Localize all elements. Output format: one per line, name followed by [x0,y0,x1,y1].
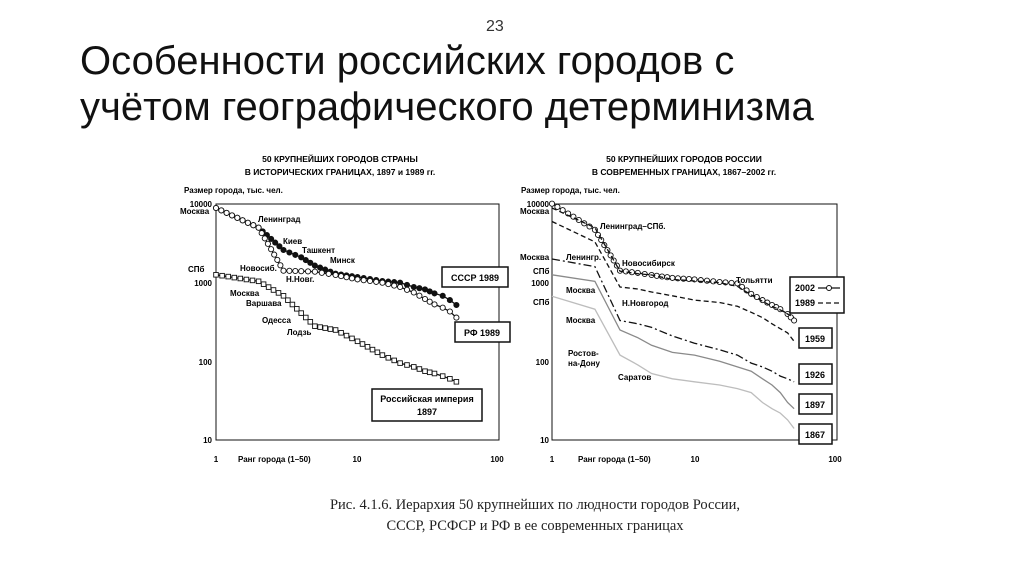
chart-0-series-2-point [256,279,261,284]
left-ann-varshava: Варшава [246,299,282,308]
legend-1897 [799,394,832,414]
chart-0-series-1-point [251,223,256,228]
left-ann-nnovg: Н.Новг. [286,275,315,284]
chart-0-series-1-point [374,279,379,284]
chart-left-ytick-10: 10 [203,436,212,445]
legend-rf-1989-label: РФ 1989 [463,328,501,338]
chart-left [180,153,510,464]
chart-0-series-0-point [440,293,445,298]
chart-0-series-2-point [412,365,417,370]
chart-0-series-0-point [447,298,452,303]
legend-2002-label: 2002 [795,283,816,293]
chart-0-series-2-point [380,353,385,358]
chart-0-series-2-point [226,274,231,279]
right-ann-nnovgorod: Н.Новгород [622,299,669,308]
chart-0-series-1-point [333,272,338,277]
chart-0-series-2-point [360,342,365,347]
chart-0-series-1-point [269,247,274,252]
chart-1-series-0-point [623,269,628,274]
right-ann-rostov-2: на-Дону [568,359,600,368]
chart-0-series-2-point [323,326,328,331]
chart-right-xtick-10: 10 [690,455,700,464]
chart-0-series-2-point [405,363,410,368]
right-ann-moskva-3: Москва [566,286,596,295]
chart-0-series-2-point [271,288,276,293]
chart-0-series-1-point [386,282,391,287]
right-ann-rostov-1: Ростов- [568,349,599,358]
chart-0-series-1-point [392,283,397,288]
chart-0-series-2-point [417,367,422,372]
chart-0-series-2-point [295,307,300,312]
legend-1926 [799,364,832,384]
chart-0-series-1-point [235,215,240,220]
chart-0-series-1-point [287,268,292,273]
chart-0-series-1-point [219,208,224,213]
chart-0-series-2-point [386,356,391,361]
chart-0-series-0-point [318,265,323,270]
chart-right-series [549,201,796,428]
chart-right-ylabel: Размер города, тыс. чел. [521,186,620,195]
chart-0-series-2-point [244,277,249,282]
chart-1-series-0-point [555,204,560,209]
chart-0-series-1-point [213,205,218,210]
chart-left-title-1: 50 КРУПНЕЙШИХ ГОРОДОВ СТРАНЫ [262,154,418,164]
chart-0-series-1-point [229,213,234,218]
legend-1926-label: 1926 [804,370,826,380]
chart-left-ytick-100: 100 [198,358,212,367]
chart-0-series-1-point [440,305,445,310]
chart-0-series-2-point [214,273,219,278]
chart-0-series-2-point [220,273,225,278]
right-ann-tolyatti: Тольятти [736,276,773,285]
chart-left-xtick-10: 10 [352,455,362,464]
chart-0-series-2-point [261,282,266,287]
chart-left-ylabel: Размер города, тыс. чел. [184,186,283,195]
legend-1897-label: 1897 [804,400,826,410]
chart-0-series-1-point [380,280,385,285]
chart-left-xlabel: Ранг города (1–50) [238,455,311,464]
chart-0-series-0-point [281,247,286,252]
chart-0-series-1-point [240,218,245,223]
right-ann-leningrad-spb: Ленинград–СПб. [600,222,666,231]
chart-0-series-1-point [319,270,324,275]
chart-0-series-1-point [417,293,422,298]
chart-0-series-2-point [423,369,428,374]
chart-0-series-2-point [427,370,432,375]
caption-line-1: Рис. 4.1.6. Иерархия 50 крупнейших по людности городов России, [329,497,741,513]
chart-0-series-2-point [339,331,344,336]
chart-0-series-2-point [318,325,323,330]
chart-0-series-0-point [417,286,422,291]
left-ann-lodz: Лодзь [287,328,312,337]
legend-2002-1989 [790,277,844,313]
left-ann-leningrad: Ленинград [258,215,301,224]
chart-0-series-1-point [344,275,349,280]
chart-0-series-1-point [427,299,432,304]
left-ann-odessa: Одесса [262,316,291,325]
chart-left-xtick-1: 1 [213,455,219,464]
chart-0-series-1-point [349,276,354,281]
chart-right-xtick-100: 100 [828,455,842,464]
chart-0-series-1-point [312,269,317,274]
chart-0-series-1-point [278,263,283,268]
figure-caption [275,495,795,537]
chart-0-series-1-point [281,268,286,273]
chart-0-series-2-point [299,311,304,316]
chart-0-series-1-point [404,287,409,292]
chart-0-series-2-point [232,275,237,280]
chart-0-series-2-point [432,371,437,376]
chart-right-ytick-10000: 10000 [526,200,549,209]
chart-0-series-0-point [293,252,298,257]
chart-right-xlabel: Ранг города (1–50) [578,455,651,464]
chart-0-series-2-point [454,380,459,385]
chart-left-xtick-100: 100 [490,455,504,464]
chart-0-series-2-point [304,315,309,320]
right-ann-novosibirsk: Новосибирск [622,259,675,268]
chart-0-series-0-point [432,291,437,296]
legend-rf-1989 [455,322,510,342]
right-ann-leningr: Ленингр. [566,253,602,262]
right-ann-spb-2: СПб [533,298,550,307]
chart-0-series-2-point [266,285,271,290]
legend-empire-year: 1897 [416,407,438,417]
left-ann-minsk: Минск [330,256,355,265]
chart-0-series-0-point [312,263,317,268]
right-ann-moskva-4: Москва [566,316,596,325]
chart-0-series-2-point [281,294,286,299]
chart-0-series-2-point [328,327,333,332]
chart-0-series-2-point [398,361,403,366]
chart-0-series-1-point [411,290,416,295]
chart-0-series-1-point [339,274,344,279]
chart-right-xtick-1: 1 [549,455,555,464]
chart-0-series-0-point [404,282,409,287]
chart-0-series-0-point [287,250,292,255]
chart-0-series-2-point [370,347,375,352]
left-ann-moskva-1897: Москва [230,289,260,298]
page-number: 23 [486,18,504,35]
chart-0-series-1-point [259,231,264,236]
chart-0-series-2-point [238,276,243,281]
chart-0-series-1-point [447,309,452,314]
chart-left-ytick-1000: 1000 [194,279,212,288]
chart-0-series-1-point [355,277,360,282]
legend-1867 [799,424,832,444]
chart-0-series-2-point [448,377,453,382]
chart-0-series-1-point [256,225,261,230]
chart-0-series-1-point [299,269,304,274]
legend-sssr-1989-label: СССР 1989 [450,273,500,283]
right-ann-saratov: Саратов [618,373,652,382]
legend-1959-label: 1959 [804,334,826,344]
legend-sssr-1989 [442,267,508,287]
chart-right-ytick-1000: 1000 [531,279,549,288]
legend-empire-1897 [372,389,482,421]
chart-0-series-1-point [293,268,298,273]
chart-0-series-2-point [276,291,281,296]
left-ann-spb: СПб [188,265,205,274]
legend-1959 [799,328,832,348]
chart-0-series-2-point [308,320,313,325]
chart-0-series-2-point [286,298,291,303]
chart-0-series-2-point [313,324,318,329]
chart-0-series-2-point [365,345,370,350]
chart-0-series-1-point [265,241,270,246]
chart-0-series-0-point [454,302,459,307]
chart-0-series-2-point [440,374,445,379]
right-ann-moskva: Москва [520,207,550,216]
chart-0-series-1-point [367,278,372,283]
chart-1-series-0-point [792,318,797,323]
chart-0-series-1-point [245,220,250,225]
chart-0-series-2-point [250,278,255,283]
chart-0-series-2-point [350,336,355,341]
left-ann-novosib: Новосиб. [240,264,277,273]
chart-0-series-1-point [326,271,331,276]
right-ann-spb: СПб [533,267,550,276]
chart-0-series-0-point [411,284,416,289]
chart-0-series-1-point [275,257,280,262]
left-ann-tashkent: Ташкент [302,246,336,255]
chart-0-series-1-point [305,269,310,274]
legend-1989-label: 1989 [795,298,816,308]
chart-0-series-1-point [454,315,459,320]
chart-right [520,153,844,464]
chart-0-series-1-point [398,284,403,289]
chart-0-series-1-point [361,278,366,283]
chart-0-series-1-point [432,302,437,307]
chart-0-series-2-point [355,339,360,344]
title-line-1: Особенности российских городов с [80,39,735,83]
right-ann-moskva-2: Москва [520,253,550,262]
chart-0-series-2-point [375,350,380,355]
chart-0-series-2-point [333,328,338,333]
legend-1867-label: 1867 [804,430,826,440]
legend-empire-label: Российская империя [380,394,474,404]
chart-1-series-0-point [711,279,716,284]
left-ann-kiev: Киев [283,237,303,246]
left-ann-moskva: Москва [180,207,210,216]
chart-0-series-2-point [290,302,295,307]
chart-0-series-1-point [262,236,267,241]
chart-0-series-1-point [272,252,277,257]
title-line-2: учётом географического детерминизма [80,85,814,129]
chart-1-series-0-point [549,201,554,206]
chart-right-ytick-100: 100 [535,358,549,367]
chart-0-series-2-point [392,358,397,363]
chart-right-title-1: 50 КРУПНЕЙШИХ ГОРОДОВ РОССИИ [606,154,762,164]
chart-right-title-2: В СОВРЕМЕННЫХ ГРАНИЦАХ, 1867–2002 гг. [591,167,777,177]
chart-1-series-0-point [611,258,616,263]
caption-line-2: СССР, РСФСР и РФ в ее современных границах [386,518,684,534]
chart-0-series-2-point [344,333,349,338]
chart-right-ytick-10: 10 [540,436,549,445]
chart-0-series-1-point [224,210,229,215]
chart-left-title-2: В ИСТОРИЧЕСКИХ ГРАНИЦАХ, 1897 и 1989 гг. [244,167,436,177]
chart-left-ytick-10000: 10000 [189,200,212,209]
